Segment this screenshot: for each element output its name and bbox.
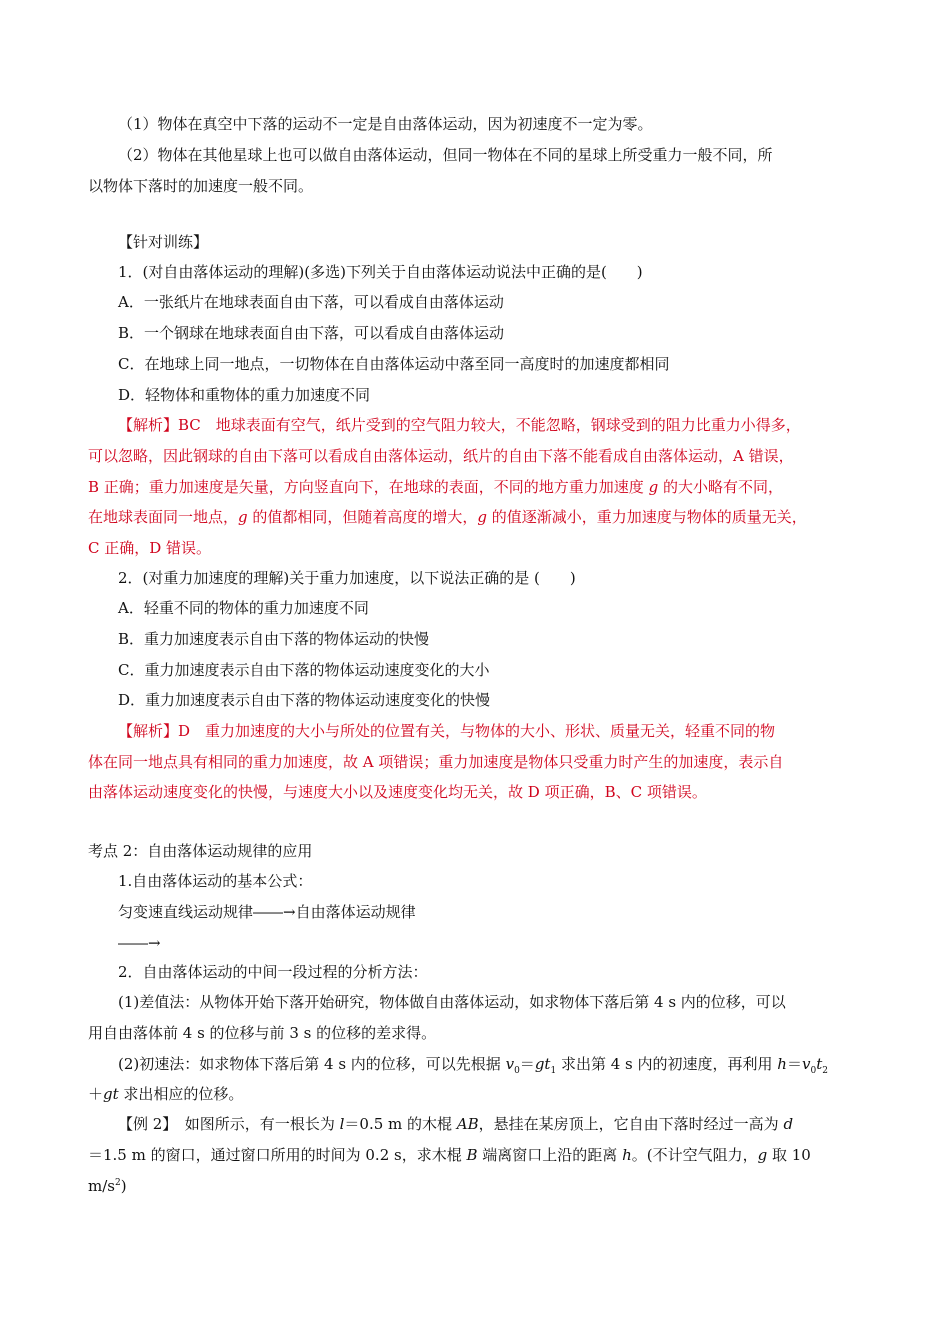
q2-answer-line-2: 体在同一地点具有相同的重力加速度，故 A 项错误；重力加速度是物体只受重力时产生的加速度，表示自 — [88, 753, 784, 771]
kp2-method-2-line-2: ＋gt 求出相应的位移。 — [88, 1085, 244, 1103]
example-2-line-3: $m/s^2$) — [88, 1177, 127, 1195]
kp2-title: 考点 2：自由落体运动规律的应用 — [88, 842, 313, 860]
q1-option-c: C．在地球上同一地点，一切物体在自由落体运动中落至同一高度时的加速度都相同 — [118, 355, 670, 373]
q1-stem: 1．(对自由落体运动的理解)(多选)下列关于自由落体运动说法中正确的是( ) — [118, 263, 643, 281]
q1-option-b: B．一个钢球在地球表面自由下落，可以看成自由落体运动 — [118, 324, 505, 342]
q2-option-a: A．轻重不同的物体的重力加速度不同 — [118, 599, 369, 617]
q2-option-c: C．重力加速度表示自由下落的物体运动速度变化的大小 — [118, 661, 490, 679]
kp2-formula-arrow: ――→ — [118, 934, 161, 952]
kp2-method-1-line-1: (1)差值法：从物体开始下落开始研究，物体做自由落体运动，如求物体下落后第 4 s 内的位移，可以 — [118, 993, 786, 1011]
note-2-line-1: （2）物体在其他星球上也可以做自由落体运动，但同一物体在不同的星球上所受重力一般不同，所 — [118, 146, 773, 164]
q2-option-b: B．重力加速度表示自由下落的物体运动的快慢 — [118, 630, 430, 648]
example-2-line-1: 【例 2】 如图所示，有一根长为 l＝0.5 m 的木棍 AB，悬挂在某房顶上，它自由下落时经过一高为 d — [118, 1115, 794, 1133]
kp2-method-1-line-2: 用自由落体前 4 s 的位移与前 3 s 的位移的差求得。 — [88, 1024, 437, 1042]
q1-answer-line-2: 可以忽略，因此钢球的自由下落可以看成自由落体运动，纸片的自由下落不能看成自由落体运动，A 错误， — [88, 447, 794, 465]
q2-option-d: D．重力加速度表示自由下落的物体运动速度变化的快慢 — [118, 691, 491, 709]
example-2-line-2: ＝1.5 m 的窗口，通过窗口所用的时间为 0.2 s，求木棍 B 端离窗口上沿的距离 h。(不计空气阻力，g 取 10 — [88, 1146, 811, 1164]
note-2-line-2: 以物体下落时的加速度一般不同。 — [88, 177, 314, 195]
kp2-section-1: 1.自由落体运动的基本公式： — [118, 872, 313, 890]
q2-answer-line-1: 【解析】D 重力加速度的大小与所处的位置有关，与物体的大小、形状、质量无关，轻重不同的物 — [118, 722, 776, 740]
q1-option-a: A．一张纸片在地球表面自由下落，可以看成自由落体运动 — [118, 293, 504, 311]
q2-stem: 2．(对重力加速度的理解)关于重力加速度，以下说法正确的是 ( ) — [118, 569, 576, 587]
q1-answer-line-3: B 正确；重力加速度是矢量，方向竖直向下，在地球的表面，不同的地方重力加速度 g 的大小略有不同， — [88, 478, 783, 496]
kp2-formula-line: 匀变速直线运动规律――→自由落体运动规律 — [118, 903, 416, 921]
q1-answer-line-5: C 正确，D 错误。 — [88, 539, 212, 557]
kp2-method-2-line-1: (2)初速法：如求物体下落后第 4 s 内的位移，可以先根据 $v_0=gt_1$ 求出第 4 s 内的初速度，再利用 $h=v_0t_2$ — [118, 1055, 828, 1076]
q1-answer-line-4: 在地球表面同一地点，g 的值都相同，但随着高度的增大，g 的值逐渐减小，重力加速度与物体的质量无关， — [88, 508, 807, 526]
q1-option-d: D．轻物体和重物体的重力加速度不同 — [118, 386, 371, 404]
training-header: 【针对训练】 — [118, 233, 209, 251]
q2-answer-line-3: 由落体运动速度变化的快慢，与速度大小以及速度变化均无关，故 D 项正确，B、C 项错误。 — [88, 783, 707, 801]
kp2-section-2: 2．自由落体运动的中间一段过程的分析方法： — [118, 963, 428, 981]
note-1: （1）物体在真空中下落的运动不一定是自由落体运动，因为初速度不一定为零。 — [118, 115, 653, 133]
q1-answer-line-1: 【解析】BC 地球表面有空气，纸片受到的空气阻力较大，不能忽略，钢球受到的阻力比重力小得多， — [118, 416, 801, 434]
